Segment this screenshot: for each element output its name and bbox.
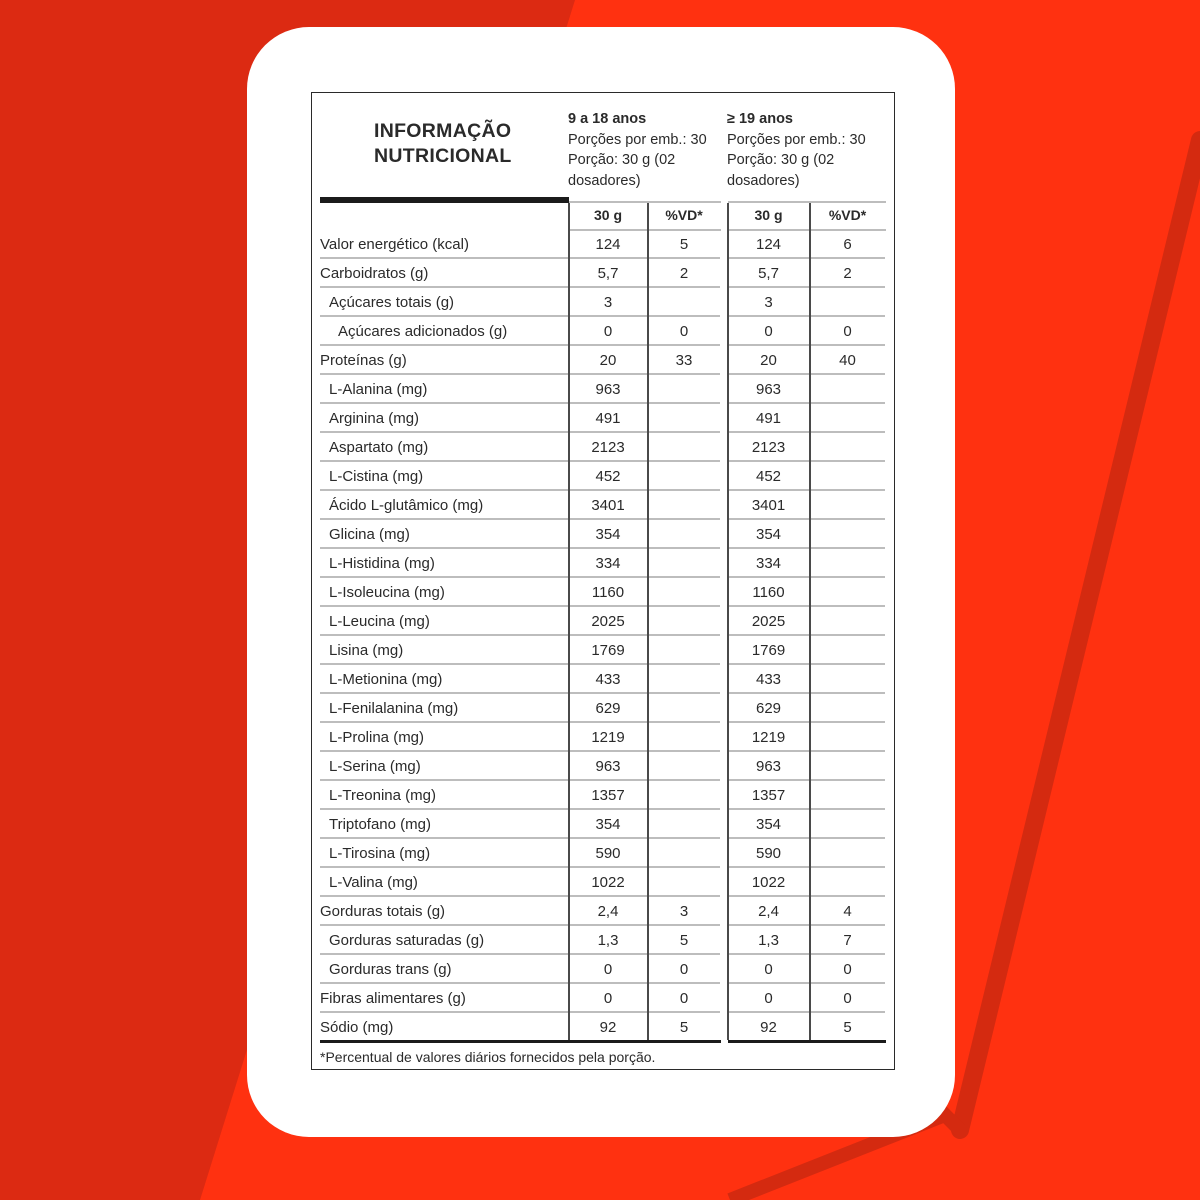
daily-value-cell: 5: [679, 236, 689, 253]
amount-cell: 92: [760, 1019, 777, 1036]
daily-value-cell: 0: [843, 961, 852, 978]
daily-value-cell: 0: [679, 323, 689, 340]
daily-value-cell: 0: [679, 961, 689, 978]
amount-cell: 354: [755, 526, 782, 543]
header-top-rule-2: [728, 201, 886, 203]
amount-cell: 0: [603, 990, 613, 1007]
amount-cell: 1,3: [758, 932, 779, 949]
nutrient-name: L-Tirosina (mg): [329, 845, 431, 862]
table-title: INFORMAÇÃO NUTRICIONAL: [374, 120, 512, 167]
amount-cell: 354: [755, 816, 782, 833]
nutrient-name: L-Alanina (mg): [329, 381, 428, 398]
nutrient-name: L-Cistina (mg): [329, 468, 424, 485]
daily-value-cell: 33: [675, 352, 693, 369]
amount-cell: 334: [755, 555, 782, 572]
title-rule: [320, 197, 569, 203]
amount-cell: 1160: [591, 584, 625, 601]
amount-cell: 452: [595, 468, 621, 485]
amount-cell: 1022: [591, 874, 625, 891]
amount-cell: 124: [755, 236, 782, 253]
amount-cell: 92: [599, 1019, 617, 1036]
amount-cell: 5,7: [758, 265, 779, 282]
amount-cell: 2123: [751, 439, 786, 456]
daily-value-cell: 2: [679, 265, 689, 282]
daily-value-cell: 0: [679, 990, 689, 1007]
daily-value-cell: 7: [843, 932, 852, 949]
amount-cell: 2,4: [597, 903, 619, 920]
column-divider: [809, 203, 811, 1040]
bottom-rule-left: [320, 1040, 721, 1043]
col-header-dv-1: %VD*: [665, 207, 703, 223]
daily-value-cell: 5: [679, 932, 689, 949]
daily-value-cell: 0: [843, 990, 852, 1007]
nutrient-name: Arginina (mg): [329, 410, 420, 427]
amount-cell: 491: [755, 410, 782, 427]
amount-cell: 2,4: [758, 903, 779, 920]
nutrient-name: Gorduras totais (g): [320, 903, 446, 920]
amount-cell: 20: [599, 352, 617, 369]
amount-cell: 963: [755, 758, 782, 775]
column-divider: [727, 203, 729, 1040]
daily-value-cell: 4: [843, 903, 852, 920]
nutrient-name: L-Serina (mg): [329, 758, 421, 775]
amount-cell: 433: [595, 671, 621, 688]
amount-cell: 963: [755, 381, 782, 398]
footnote: *Percentual de valores diários fornecidos pela porção.: [320, 1049, 656, 1065]
daily-value-cell: 6: [843, 236, 852, 253]
amount-cell: 1769: [751, 642, 786, 659]
col-header-amount-1: 30 g: [593, 207, 622, 223]
amount-cell: 1022: [751, 874, 786, 891]
amount-cell: 0: [764, 961, 773, 978]
amount-cell: 0: [603, 323, 613, 340]
col-header-dv-2: %VD*: [828, 207, 867, 223]
nutrient-name: Aspartato (mg): [329, 439, 429, 456]
nutrient-name: Açúcares totais (g): [329, 294, 455, 311]
nutrient-name: Sódio (mg): [320, 1019, 394, 1036]
nutrient-name: L-Histidina (mg): [329, 555, 435, 572]
amount-cell: 3: [603, 294, 613, 311]
amount-cell: 433: [755, 671, 782, 688]
amount-cell: 5,7: [597, 265, 619, 282]
nutrient-name: L-Metionina (mg): [329, 671, 443, 688]
nutrient-name: L-Isoleucina (mg): [329, 584, 445, 601]
column-divider: [647, 203, 649, 1040]
nutrient-name: L-Treonina (mg): [329, 787, 436, 804]
amount-cell: 334: [595, 555, 621, 572]
nutrient-name: Valor energético (kcal): [320, 236, 469, 253]
amount-cell: 3: [764, 294, 773, 311]
amount-cell: 2025: [591, 613, 625, 630]
nutrient-name: Fibras alimentares (g): [320, 990, 466, 1007]
amount-cell: 1357: [751, 787, 786, 804]
group-header-9-18: 9 a 18 anos Porções por emb.: 30 Porção: 30 g (02 dosadores): [568, 111, 707, 189]
amount-cell: 1357: [591, 787, 625, 804]
daily-value-cell: 5: [679, 1019, 689, 1036]
nutrient-name: Lisina (mg): [329, 642, 404, 659]
daily-value-cell: 0: [843, 323, 852, 340]
daily-value-cell: 40: [839, 352, 856, 369]
amount-cell: 124: [595, 236, 621, 253]
amount-cell: 590: [595, 845, 621, 862]
nutrient-name: L-Valina (mg): [329, 874, 418, 891]
nutrition-facts-table: [311, 92, 895, 1070]
amount-cell: 354: [595, 526, 621, 543]
amount-cell: 3401: [591, 497, 625, 514]
amount-cell: 963: [595, 758, 621, 775]
amount-cell: 20: [760, 352, 777, 369]
amount-cell: 3401: [751, 497, 786, 514]
daily-value-cell: 5: [843, 1019, 852, 1036]
nutrient-name: L-Fenilalanina (mg): [329, 700, 459, 717]
nutrient-name: Proteínas (g): [320, 352, 407, 369]
nutrient-name: L-Leucina (mg): [329, 613, 430, 630]
nutrient-name: L-Prolina (mg): [329, 729, 425, 746]
nutrient-name: Ácido L-glutâmico (mg): [329, 497, 484, 514]
nutrient-name: Gorduras trans (g): [329, 961, 452, 978]
header-top-rule-1: [569, 201, 721, 203]
amount-cell: 1769: [591, 642, 625, 659]
amount-cell: 1219: [591, 729, 625, 746]
amount-cell: 452: [755, 468, 782, 485]
nutrient-name: Triptofano (mg): [329, 816, 431, 833]
amount-cell: 2123: [591, 439, 625, 456]
amount-cell: 1160: [752, 584, 785, 601]
amount-cell: 0: [764, 323, 773, 340]
daily-value-cell: 3: [679, 903, 689, 920]
amount-cell: 0: [764, 990, 773, 1007]
nutrient-name: Açúcares adicionados (g): [338, 323, 508, 340]
amount-cell: 354: [595, 816, 621, 833]
amount-cell: 2025: [751, 613, 786, 630]
daily-value-cell: 2: [843, 265, 852, 282]
amount-cell: 963: [595, 381, 621, 398]
nutrient-name: Glicina (mg): [329, 526, 410, 543]
nutrient-name: Gorduras saturadas (g): [329, 932, 485, 949]
column-divider: [568, 203, 570, 1040]
amount-cell: 1219: [751, 729, 786, 746]
group-header-19-plus: ≥ 19 anos Porções por emb.: 30 Porção: 30 g (02 dosadores): [727, 111, 866, 189]
amount-cell: 629: [595, 700, 621, 717]
amount-cell: 491: [595, 410, 621, 427]
amount-cell: 590: [755, 845, 782, 862]
bottom-rule-right: [728, 1040, 886, 1043]
nutrient-name: Carboidratos (g): [320, 265, 429, 282]
amount-cell: 629: [755, 700, 782, 717]
col-header-amount-2: 30 g: [754, 207, 783, 223]
amount-cell: 0: [603, 961, 613, 978]
amount-cell: 1,3: [597, 932, 619, 949]
